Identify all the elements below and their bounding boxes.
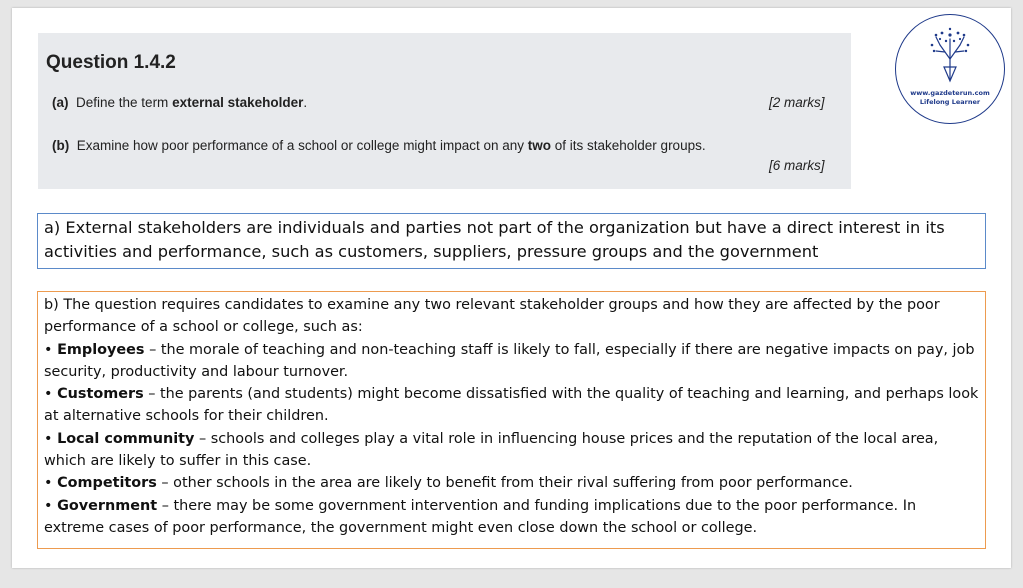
logo-tagline: Lifelong Learner bbox=[919, 98, 981, 106]
part-b-emphasis: two bbox=[527, 138, 551, 153]
answer-a-box bbox=[37, 213, 986, 269]
part-a-text-before: Define the term bbox=[76, 95, 173, 110]
stakeholder-text: – the parents (and students) might become dissatisfied with the quality of teaching and learning, and perhaps look at alternative schools for their children. bbox=[44, 386, 979, 425]
slide bbox=[12, 8, 1011, 568]
tree-pen-icon bbox=[896, 15, 1004, 89]
stakeholder-text: – schools and colleges play a vital role in influencing house prices and the reputation of the local area, which are likely to suffer in this case. bbox=[44, 430, 939, 470]
stakeholder-term: Employees bbox=[57, 341, 145, 358]
stakeholder-text: – the morale of teaching and non-teaching staff is likely to fall, especially if there are negative impacts on pay, job security, productivity and labour turnover. bbox=[44, 341, 975, 380]
part-a-label: (a) bbox=[52, 95, 69, 110]
part-b-label: (b) bbox=[52, 138, 70, 153]
bullet: • bbox=[44, 341, 58, 358]
part-a-text-after: . bbox=[303, 95, 308, 110]
question-title: Question 1.4.2 bbox=[46, 52, 176, 73]
bullet: • bbox=[44, 497, 58, 514]
stakeholder-item bbox=[44, 472, 979, 494]
part-b-text-before: Examine how poor performance of a school or college might impact on any bbox=[76, 138, 528, 153]
stakeholder-item bbox=[44, 495, 979, 540]
answer-b-intro: b) The question requires candidates to examine any two relevant stakeholder groups and how they are affected by the poor performance of a school or college, such as: bbox=[44, 297, 940, 336]
logo bbox=[895, 14, 1005, 124]
part-b-text-after: of its stakeholder groups. bbox=[551, 138, 706, 153]
part-b-marks: [6 marks] bbox=[769, 158, 825, 173]
stakeholder-item bbox=[44, 383, 979, 428]
stakeholder-text: – other schools in the area are likely to benefit from their rival suffering from poor performance. bbox=[156, 475, 853, 492]
stakeholder-item bbox=[44, 339, 979, 384]
question-part-b bbox=[52, 138, 706, 153]
question-part-a bbox=[52, 95, 307, 110]
question-box bbox=[38, 33, 851, 189]
stakeholder-term: Competitors bbox=[57, 475, 157, 492]
answer-b-box bbox=[37, 291, 986, 549]
stakeholder-text: – there may be some government intervention and funding implications due to the poor performance. In extreme cases of poor performance, the government might even close down the school or college. bbox=[44, 497, 917, 536]
stakeholder-term: Government bbox=[57, 497, 158, 514]
bullet: • bbox=[44, 430, 58, 447]
part-a-term: external stakeholder bbox=[172, 95, 304, 110]
part-a-marks: [2 marks] bbox=[769, 95, 825, 110]
bullet: • bbox=[44, 475, 58, 492]
bullet: • bbox=[44, 386, 58, 403]
logo-url: www.gazdeterun.com bbox=[910, 89, 990, 97]
answer-a-text: a) External stakeholders are individuals and parties not part of the organization but have a direct interest in its activities and performance, such as customers, suppliers, pressure groups and the government bbox=[44, 218, 945, 261]
stakeholder-term: Customers bbox=[57, 386, 144, 403]
stakeholder-item bbox=[44, 428, 979, 473]
stakeholder-term: Local community bbox=[57, 430, 195, 447]
